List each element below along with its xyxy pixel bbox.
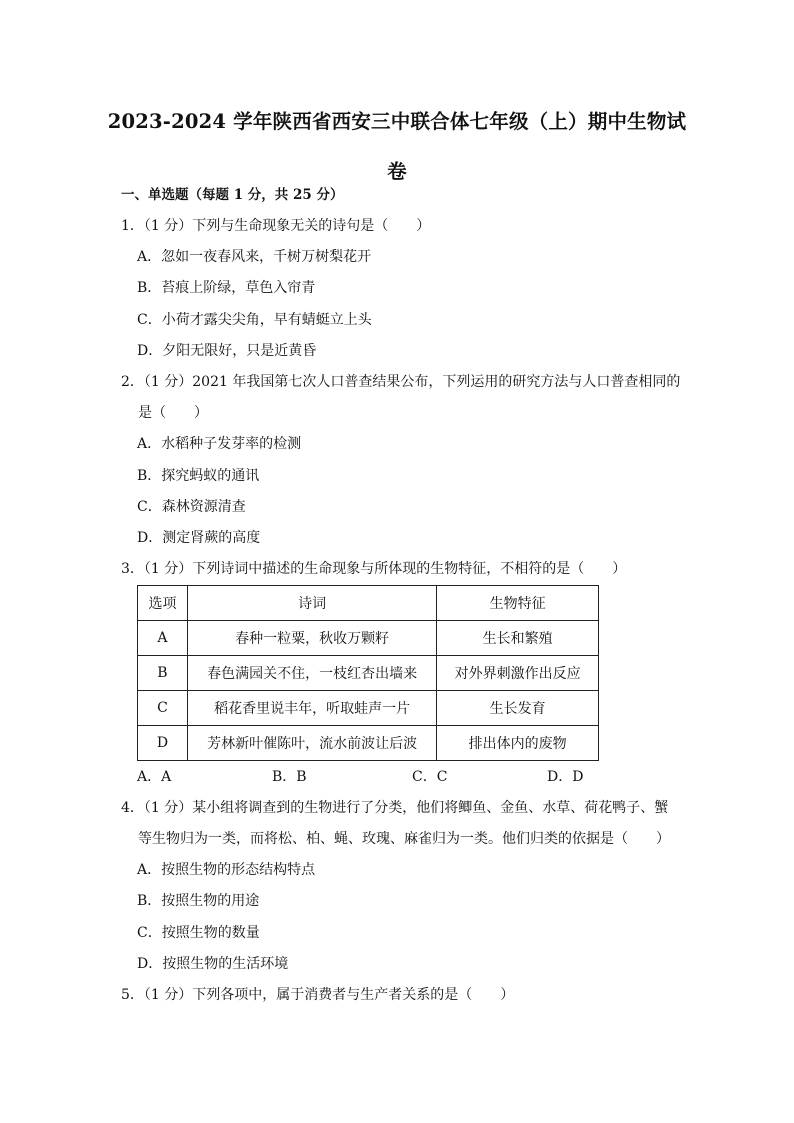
table-cell: A xyxy=(138,621,188,656)
question-2-stem: 2．（1 分）2021 年我国第七次人口普查结果公布，下列运用的研究方法与人口普查相同的 xyxy=(121,374,681,390)
section-heading: 一、单选题（每题 1 分，共 25 分） xyxy=(121,187,344,203)
question-3-table xyxy=(137,585,599,761)
question-4-option-d: D．按照生物的生活环境 xyxy=(137,956,289,972)
table-row xyxy=(138,621,599,656)
question-2-option-b: B．探究蚂蚁的通讯 xyxy=(137,468,260,484)
question-3-option-c: C．C xyxy=(412,769,448,785)
question-1-option-a: A．忽如一夜春风来，千树万树梨花开 xyxy=(137,249,372,265)
table-cell: 对外界刺激作出反应 xyxy=(437,656,599,691)
table-header-poem: 诗词 xyxy=(187,586,436,621)
question-2-option-a: A．水稻种子发芽率的检测 xyxy=(137,436,302,452)
table-row xyxy=(138,656,599,691)
table-cell: B xyxy=(138,656,188,691)
table-cell: 生长和繁殖 xyxy=(437,621,599,656)
question-2-option-d: D．测定肾蕨的高度 xyxy=(137,530,261,546)
question-1-option-d: D．夕阳无限好，只是近黄昏 xyxy=(137,343,317,359)
question-5-stem: 5．（1 分）下列各项中，属于消费者与生产者关系的是（ ） xyxy=(121,987,515,1003)
question-3-option-b: B．B xyxy=(272,769,307,785)
question-4-option-b: B．按照生物的用途 xyxy=(137,893,260,909)
question-2-stem-continued: 是（ ） xyxy=(138,405,208,421)
question-1-stem: 1．（1 分）下列与生命现象无关的诗句是（ ） xyxy=(121,218,431,234)
question-1-option-c: C．小荷才露尖尖角，早有蜻蜓立上头 xyxy=(137,312,372,328)
question-4-stem: 4．（1 分）某小组将调查到的生物进行了分类，他们将鲫鱼、金鱼、水草、荷花鸭子、蟹 xyxy=(121,800,669,816)
question-2-option-c: C．森林资源清查 xyxy=(137,499,246,515)
table-row xyxy=(138,691,599,726)
question-3-stem: 3．（1 分）下列诗词中描述的生命现象与所体现的生物特征，不相符的是（ ） xyxy=(121,561,627,577)
question-1-option-b: B．苔痕上阶绿，草色入帘青 xyxy=(137,280,316,296)
table-cell: 春色满园关不住，一枝红杏出墙来 xyxy=(187,656,436,691)
table-cell: 排出体内的废物 xyxy=(437,726,599,761)
question-3-option-a: A．A xyxy=(137,769,172,785)
title-line-2: 卷 xyxy=(387,160,407,183)
question-3-option-d: D．D xyxy=(547,769,584,785)
table-cell: C xyxy=(138,691,188,726)
table-cell: D xyxy=(138,726,188,761)
table-header-option: 选项 xyxy=(138,586,188,621)
title-line-1: 2023-2024 学年陕西省西安三中联合体七年级（上）期中生物试 xyxy=(107,110,687,133)
table-cell: 生长发育 xyxy=(437,691,599,726)
table-cell: 芳林新叶催陈叶，流水前波让后波 xyxy=(187,726,436,761)
question-4-stem-continued: 等生物归为一类，而将松、柏、蝇、玫瑰、麻雀归为一类。他们归类的依据是（ ） xyxy=(138,831,670,847)
table-row xyxy=(138,726,599,761)
table-header-row xyxy=(138,586,599,621)
question-4-option-a: A．按照生物的形态结构特点 xyxy=(137,862,316,878)
table-header-feature: 生物特征 xyxy=(437,586,599,621)
table-cell: 稻花香里说丰年，听取蛙声一片 xyxy=(187,691,436,726)
question-4-option-c: C．按照生物的数量 xyxy=(137,925,260,941)
table-cell: 春种一粒粟，秋收万颗籽 xyxy=(187,621,436,656)
